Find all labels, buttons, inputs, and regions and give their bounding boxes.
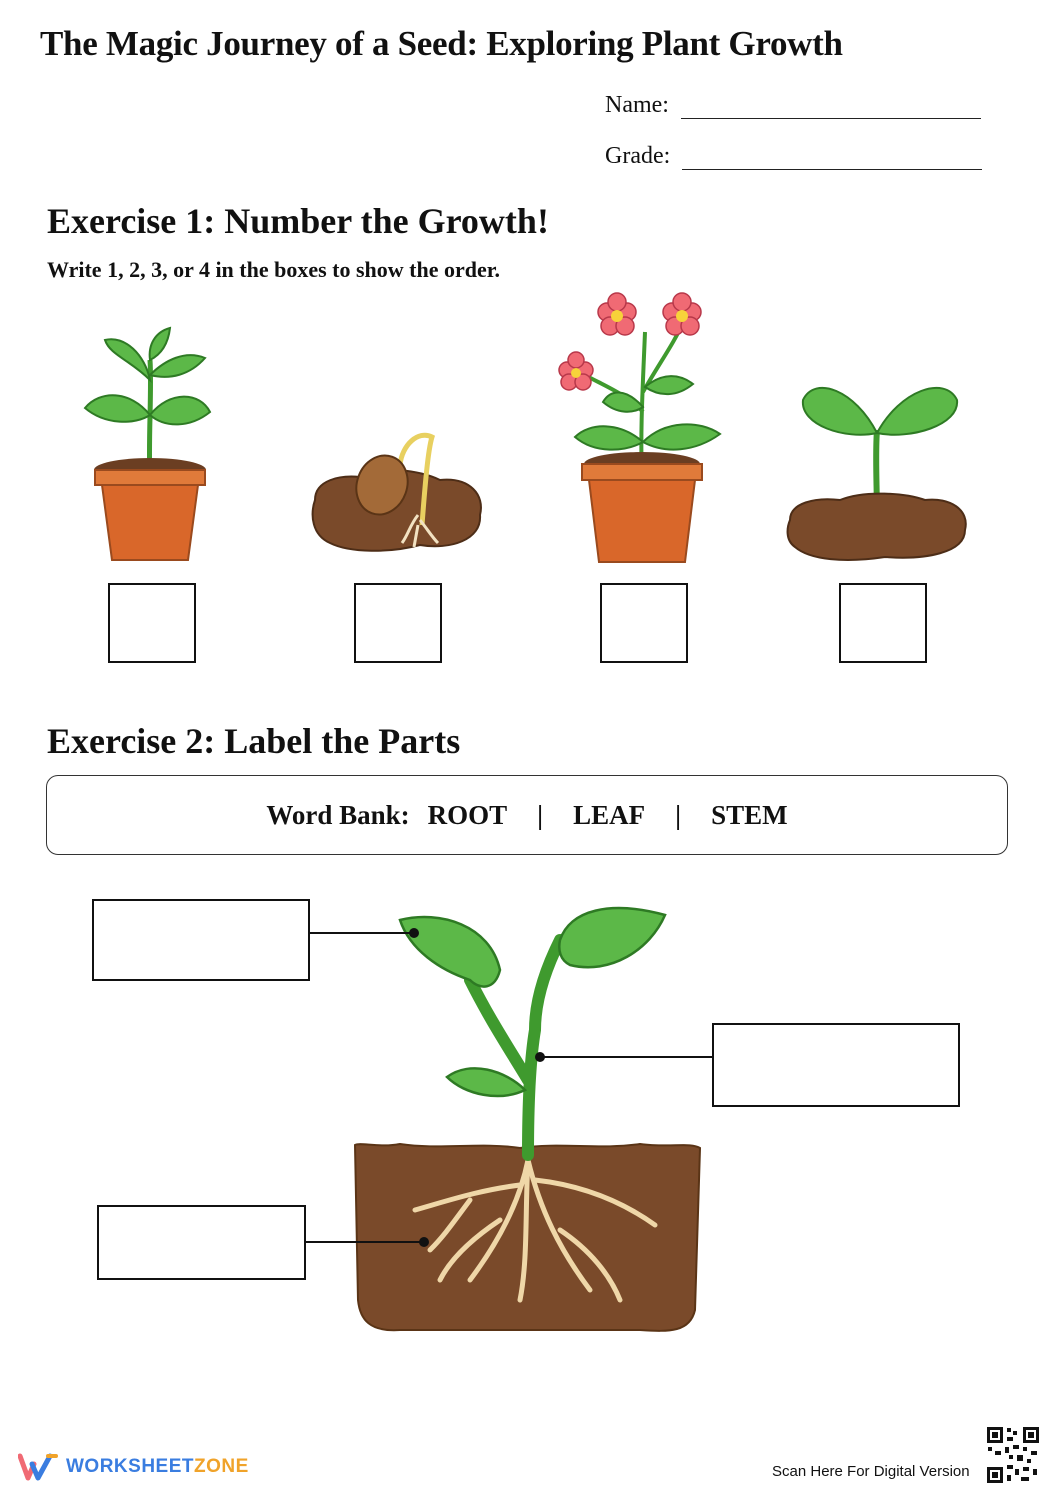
- young-plant-pot-icon: [70, 320, 230, 570]
- page-title: The Magic Journey of a Seed: Exploring Plant Growth: [40, 24, 843, 63]
- flowering-plant-pot-icon: [555, 292, 730, 567]
- brand-zone-text: ZONE: [194, 1456, 249, 1477]
- word-leaf: LEAF: [573, 799, 646, 830]
- stem-label-box[interactable]: [712, 1023, 960, 1107]
- root-label-box[interactable]: [97, 1205, 306, 1280]
- leaf-icon: [559, 908, 665, 967]
- answer-box-1[interactable]: [108, 583, 196, 663]
- exercise2-heading: Exercise 2: Label the Parts: [47, 721, 461, 761]
- answer-box-2[interactable]: [354, 583, 442, 663]
- brand-worksheet-text: WORKSHEET: [66, 1456, 194, 1477]
- name-line[interactable]: [681, 94, 981, 119]
- word-bank-label: Word Bank:: [266, 799, 410, 830]
- worksheetzone-mark-icon: [18, 1452, 60, 1482]
- answer-box-4[interactable]: [839, 583, 927, 663]
- word-root: ROOT: [427, 799, 508, 830]
- exercise1-heading: Exercise 1: Number the Growth!: [47, 201, 549, 241]
- word-separator: |: [537, 799, 544, 830]
- name-field[interactable]: [605, 92, 981, 119]
- seedling-soil-icon: [785, 375, 970, 565]
- qr-code-icon[interactable]: [985, 1425, 1041, 1485]
- scan-text: Scan Here For Digital Version: [772, 1463, 970, 1480]
- word-bank: [46, 775, 1008, 855]
- answer-box-3[interactable]: [600, 583, 688, 663]
- word-separator: |: [675, 799, 682, 830]
- word-stem: STEM: [711, 799, 788, 830]
- sprouting-seed-icon: [310, 425, 485, 565]
- leaf-icon: [447, 1068, 525, 1096]
- name-label: Name:: [605, 92, 669, 118]
- grade-line[interactable]: [682, 145, 982, 170]
- grade-label: Grade:: [605, 143, 671, 169]
- worksheetzone-logo: [18, 1452, 249, 1482]
- leaf-icon: [400, 917, 500, 987]
- grade-field[interactable]: [605, 143, 982, 170]
- leaf-label-box[interactable]: [92, 899, 310, 981]
- exercise1-instruction: Write 1, 2, 3, or 4 in the boxes to show the order.: [47, 257, 501, 282]
